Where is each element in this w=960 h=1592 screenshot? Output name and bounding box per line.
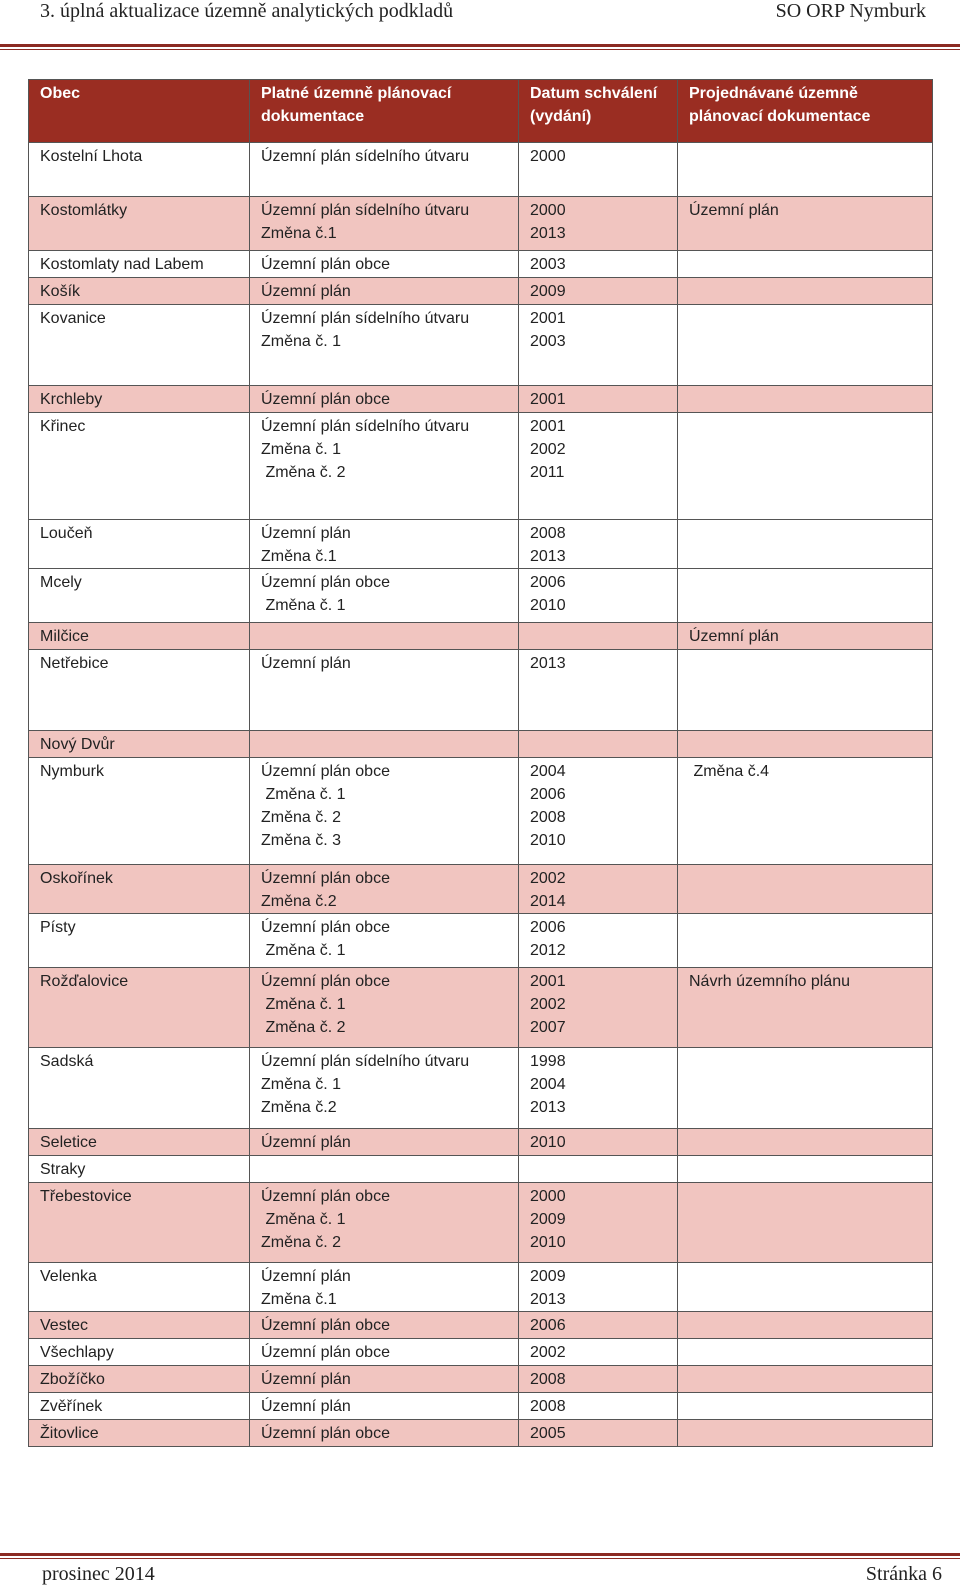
cell-datum-schvaleni-line: 2006	[530, 919, 566, 936]
column-header-datum: Datum schválení (vydání)	[519, 80, 678, 143]
cell-projednavane-line: Návrh územního plánu	[689, 973, 850, 990]
cell-platne-dokumentace	[250, 569, 519, 623]
cell-platne-dokumentace-line: Změna č.1	[261, 1291, 337, 1308]
cell-datum-schvaleni-line: 2011	[530, 464, 565, 481]
cell-datum-schvaleni-line: 2001	[530, 973, 566, 990]
cell-platne-dokumentace-line: Změna č. 1	[261, 333, 342, 350]
cell-platne-dokumentace-line: Změna č. 1	[261, 1211, 346, 1228]
document-header-org: SO ORP Nymburk	[775, 0, 926, 22]
cell-datum-schvaleni-line: 2000	[530, 202, 566, 219]
footer-rule	[0, 1553, 960, 1556]
cell-datum-schvaleni	[519, 758, 678, 865]
cell-platne-dokumentace-line: Územní plán	[261, 525, 351, 542]
cell-platne-dokumentace-line: Územní plán obce	[261, 973, 390, 990]
cell-platne-dokumentace	[250, 731, 519, 758]
cell-projednavane	[678, 1339, 933, 1366]
cell-datum-schvaleni-line: 2010	[530, 832, 566, 849]
cell-obec: Zvěřínek	[29, 1393, 250, 1420]
cell-datum-schvaleni-line: 2003	[530, 256, 566, 273]
cell-datum-schvaleni-line: 2002	[530, 870, 566, 887]
cell-platne-dokumentace-line: Změna č. 1	[261, 441, 342, 458]
cell-platne-dokumentace	[250, 251, 519, 278]
cell-projednavane	[678, 1393, 933, 1420]
cell-datum-schvaleni	[519, 143, 678, 197]
cell-datum-schvaleni-line: 2014	[530, 893, 566, 910]
cell-platne-dokumentace-line: Změna č. 2	[261, 464, 346, 481]
table-row	[29, 968, 933, 1048]
cell-obec: Sadská	[29, 1048, 250, 1129]
cell-obec: Kostomlaty nad Labem	[29, 251, 250, 278]
cell-datum-schvaleni	[519, 1048, 678, 1129]
cell-projednavane	[678, 413, 933, 520]
cell-platne-dokumentace-line: Změna č. 2	[261, 1019, 346, 1036]
cell-datum-schvaleni	[519, 650, 678, 731]
cell-obec: Košík	[29, 278, 250, 305]
cell-platne-dokumentace	[250, 623, 519, 650]
cell-obec: Písty	[29, 914, 250, 968]
table-row	[29, 914, 933, 968]
cell-obec: Straky	[29, 1156, 250, 1183]
cell-projednavane-line: Územní plán	[689, 628, 779, 645]
cell-platne-dokumentace-line: Územní plán	[261, 1134, 351, 1151]
cell-datum-schvaleni-line: 2013	[530, 548, 566, 565]
cell-platne-dokumentace-line: Změna č.1	[261, 225, 337, 242]
cell-projednavane	[678, 305, 933, 386]
cell-obec: Krchleby	[29, 386, 250, 413]
cell-projednavane	[678, 520, 933, 569]
cell-datum-schvaleni	[519, 1366, 678, 1393]
cell-platne-dokumentace-line: Územní plán sídelního útvaru	[261, 148, 470, 165]
cell-platne-dokumentace-line: Změna č.2	[261, 893, 337, 910]
cell-datum-schvaleni-line: 2009	[530, 283, 566, 300]
table-row	[29, 1183, 933, 1263]
planning-documents-table	[28, 79, 933, 1447]
cell-datum-schvaleni-line: 2013	[530, 655, 566, 672]
column-header-obec: Obec	[29, 80, 250, 143]
cell-obec: Netřebice	[29, 650, 250, 731]
cell-platne-dokumentace-line: Změna č.2	[261, 1099, 337, 1116]
table-header-row	[29, 80, 933, 143]
cell-projednavane	[678, 1420, 933, 1447]
table-row	[29, 1263, 933, 1312]
cell-platne-dokumentace	[250, 413, 519, 520]
cell-projednavane-line: Územní plán	[689, 202, 779, 219]
cell-datum-schvaleni-line: 2013	[530, 1291, 566, 1308]
cell-obec: Žitovlice	[29, 1420, 250, 1447]
table-row	[29, 305, 933, 386]
cell-obec: Zbožíčko	[29, 1366, 250, 1393]
cell-projednavane	[678, 623, 933, 650]
cell-projednavane-line: Změna č.4	[689, 763, 770, 780]
cell-platne-dokumentace	[250, 865, 519, 914]
cell-datum-schvaleni-line: 2010	[530, 1134, 566, 1151]
table-row	[29, 278, 933, 305]
cell-obec: Velenka	[29, 1263, 250, 1312]
cell-platne-dokumentace	[250, 758, 519, 865]
cell-projednavane	[678, 1312, 933, 1339]
table-row	[29, 1129, 933, 1156]
cell-datum-schvaleni-line: 2006	[530, 1317, 566, 1334]
cell-obec: Mcely	[29, 569, 250, 623]
cell-projednavane	[678, 569, 933, 623]
cell-projednavane	[678, 1129, 933, 1156]
table-row	[29, 143, 933, 197]
cell-platne-dokumentace-line: Změna č. 2	[261, 1234, 342, 1251]
cell-platne-dokumentace	[250, 1156, 519, 1183]
cell-datum-schvaleni-line: 2004	[530, 763, 566, 780]
cell-platne-dokumentace-line: Územní plán obce	[261, 256, 390, 273]
cell-datum-schvaleni-line: 2001	[530, 418, 566, 435]
table-row	[29, 569, 933, 623]
cell-datum-schvaleni-line: 2010	[530, 1234, 566, 1251]
cell-platne-dokumentace-line: Územní plán	[261, 655, 351, 672]
cell-obec: Nový Dvůr	[29, 731, 250, 758]
cell-datum-schvaleni-line: 2001	[530, 310, 566, 327]
cell-datum-schvaleni-line: 2007	[530, 1019, 566, 1036]
cell-obec: Seletice	[29, 1129, 250, 1156]
cell-obec: Loučeň	[29, 520, 250, 569]
cell-datum-schvaleni	[519, 251, 678, 278]
cell-platne-dokumentace-line: Územní plán obce	[261, 391, 390, 408]
cell-datum-schvaleni	[519, 197, 678, 251]
cell-datum-schvaleni-line: 2009	[530, 1211, 566, 1228]
cell-datum-schvaleni-line: 2008	[530, 525, 566, 542]
cell-platne-dokumentace-line: Změna č. 1	[261, 597, 346, 614]
cell-projednavane	[678, 914, 933, 968]
table-row	[29, 731, 933, 758]
cell-datum-schvaleni	[519, 865, 678, 914]
cell-platne-dokumentace-line: Územní plán	[261, 1371, 351, 1388]
footer-date: prosinec 2014	[42, 1563, 155, 1585]
cell-platne-dokumentace-line: Změna č. 2	[261, 809, 342, 826]
table-row	[29, 623, 933, 650]
cell-projednavane	[678, 386, 933, 413]
cell-projednavane	[678, 865, 933, 914]
cell-datum-schvaleni-line: 2005	[530, 1425, 566, 1442]
cell-datum-schvaleni-line: 2002	[530, 441, 566, 458]
cell-datum-schvaleni-line: 1998	[530, 1053, 566, 1070]
footer-page-number: Stránka 6	[865, 1563, 942, 1585]
cell-datum-schvaleni	[519, 386, 678, 413]
cell-platne-dokumentace-line: Územní plán sídelního útvaru	[261, 418, 470, 435]
table-row	[29, 197, 933, 251]
cell-platne-dokumentace	[250, 1183, 519, 1263]
cell-projednavane	[678, 1048, 933, 1129]
cell-platne-dokumentace-line: Změna č. 1	[261, 1076, 342, 1093]
cell-platne-dokumentace-line: Územní plán sídelního útvaru	[261, 1053, 470, 1070]
cell-obec: Milčice	[29, 623, 250, 650]
cell-datum-schvaleni-line: 2000	[530, 148, 566, 165]
cell-platne-dokumentace	[250, 1129, 519, 1156]
table-row	[29, 650, 933, 731]
cell-datum-schvaleni	[519, 623, 678, 650]
cell-obec: Všechlapy	[29, 1339, 250, 1366]
cell-datum-schvaleni	[519, 520, 678, 569]
cell-datum-schvaleni	[519, 1156, 678, 1183]
table-row	[29, 758, 933, 865]
cell-platne-dokumentace-line: Územní plán obce	[261, 870, 390, 887]
cell-datum-schvaleni-line: 2004	[530, 1076, 566, 1093]
cell-platne-dokumentace	[250, 386, 519, 413]
cell-datum-schvaleni	[519, 278, 678, 305]
table-row	[29, 251, 933, 278]
cell-projednavane	[678, 650, 933, 731]
cell-datum-schvaleni-line: 2009	[530, 1268, 566, 1285]
table-row	[29, 1156, 933, 1183]
cell-platne-dokumentace-line: Územní plán obce	[261, 1425, 390, 1442]
cell-obec: Kovanice	[29, 305, 250, 386]
table-row	[29, 1420, 933, 1447]
cell-platne-dokumentace	[250, 968, 519, 1048]
cell-datum-schvaleni	[519, 914, 678, 968]
cell-obec: Oskořínek	[29, 865, 250, 914]
cell-platne-dokumentace-line: Změna č. 3	[261, 832, 342, 849]
table-row	[29, 386, 933, 413]
cell-datum-schvaleni	[519, 1339, 678, 1366]
cell-datum-schvaleni-line: 2002	[530, 996, 566, 1013]
cell-obec: Kostomlátky	[29, 197, 250, 251]
cell-projednavane	[678, 1156, 933, 1183]
table-row	[29, 1048, 933, 1129]
table-row	[29, 520, 933, 569]
cell-datum-schvaleni-line: 2000	[530, 1188, 566, 1205]
cell-projednavane	[678, 197, 933, 251]
header-rule-thin	[0, 49, 960, 50]
column-header-projednavane: Projednávané územně plánovací dokumentace	[678, 80, 933, 143]
cell-datum-schvaleni-line: 2013	[530, 225, 566, 242]
cell-platne-dokumentace	[250, 197, 519, 251]
cell-platne-dokumentace-line: Územní plán obce	[261, 1344, 390, 1361]
cell-datum-schvaleni	[519, 1420, 678, 1447]
cell-platne-dokumentace-line: Změna č. 1	[261, 942, 346, 959]
cell-platne-dokumentace-line: Územní plán sídelního útvaru	[261, 310, 470, 327]
cell-platne-dokumentace	[250, 1048, 519, 1129]
cell-obec: Křinec	[29, 413, 250, 520]
cell-platne-dokumentace	[250, 650, 519, 731]
cell-projednavane	[678, 1183, 933, 1263]
cell-platne-dokumentace-line: Územní plán	[261, 1398, 351, 1415]
cell-datum-schvaleni	[519, 1129, 678, 1156]
cell-platne-dokumentace-line: Územní plán obce	[261, 763, 390, 780]
cell-platne-dokumentace	[250, 143, 519, 197]
cell-datum-schvaleni	[519, 731, 678, 758]
cell-projednavane	[678, 1366, 933, 1393]
cell-platne-dokumentace	[250, 278, 519, 305]
cell-datum-schvaleni-line: 2008	[530, 809, 566, 826]
cell-projednavane	[678, 251, 933, 278]
cell-datum-schvaleni	[519, 1263, 678, 1312]
cell-datum-schvaleni-line: 2006	[530, 786, 566, 803]
cell-datum-schvaleni-line: 2010	[530, 597, 566, 614]
cell-obec: Nymburk	[29, 758, 250, 865]
cell-projednavane	[678, 758, 933, 865]
cell-datum-schvaleni-line: 2002	[530, 1344, 566, 1361]
cell-projednavane	[678, 731, 933, 758]
cell-datum-schvaleni	[519, 1393, 678, 1420]
cell-platne-dokumentace	[250, 520, 519, 569]
cell-projednavane	[678, 278, 933, 305]
cell-datum-schvaleni-line: 2003	[530, 333, 566, 350]
table-row	[29, 413, 933, 520]
column-header-platne: Platné územně plánovací dokumentace	[250, 80, 519, 143]
cell-platne-dokumentace	[250, 1263, 519, 1312]
cell-datum-schvaleni	[519, 413, 678, 520]
cell-platne-dokumentace	[250, 1393, 519, 1420]
table-row	[29, 1366, 933, 1393]
table-row	[29, 1393, 933, 1420]
table-body	[29, 143, 933, 1447]
cell-datum-schvaleni	[519, 968, 678, 1048]
cell-obec: Vestec	[29, 1312, 250, 1339]
cell-platne-dokumentace-line: Změna č.1	[261, 548, 337, 565]
cell-datum-schvaleni-line: 2012	[530, 942, 566, 959]
cell-platne-dokumentace	[250, 1312, 519, 1339]
cell-datum-schvaleni-line: 2013	[530, 1099, 566, 1116]
cell-platne-dokumentace-line: Změna č. 1	[261, 786, 346, 803]
cell-platne-dokumentace-line: Územní plán	[261, 283, 351, 300]
footer-rule-thin	[0, 1558, 960, 1559]
cell-platne-dokumentace	[250, 305, 519, 386]
document-header-title: 3. úplná aktualizace územně analytických podkladů	[40, 0, 454, 22]
header-rule	[0, 44, 960, 47]
cell-datum-schvaleni-line: 2006	[530, 574, 566, 591]
cell-datum-schvaleni-line: 2001	[530, 391, 566, 408]
cell-datum-schvaleni	[519, 1312, 678, 1339]
cell-obec: Kostelní Lhota	[29, 143, 250, 197]
table-row	[29, 1312, 933, 1339]
cell-platne-dokumentace-line: Územní plán	[261, 1268, 351, 1285]
cell-datum-schvaleni-line: 2008	[530, 1398, 566, 1415]
cell-platne-dokumentace-line: Územní plán obce	[261, 574, 390, 591]
cell-obec: Rožďalovice	[29, 968, 250, 1048]
table-row	[29, 865, 933, 914]
cell-obec: Třebestovice	[29, 1183, 250, 1263]
cell-datum-schvaleni-line: 2008	[530, 1371, 566, 1388]
cell-datum-schvaleni	[519, 305, 678, 386]
cell-projednavane	[678, 143, 933, 197]
cell-datum-schvaleni	[519, 1183, 678, 1263]
cell-platne-dokumentace	[250, 914, 519, 968]
cell-platne-dokumentace	[250, 1366, 519, 1393]
cell-platne-dokumentace	[250, 1420, 519, 1447]
cell-platne-dokumentace-line: Změna č. 1	[261, 996, 346, 1013]
cell-platne-dokumentace-line: Územní plán obce	[261, 1317, 390, 1334]
cell-projednavane	[678, 1263, 933, 1312]
cell-platne-dokumentace-line: Územní plán sídelního útvaru	[261, 202, 470, 219]
cell-platne-dokumentace-line: Územní plán obce	[261, 919, 390, 936]
cell-projednavane	[678, 968, 933, 1048]
table-row	[29, 1339, 933, 1366]
cell-platne-dokumentace	[250, 1339, 519, 1366]
cell-datum-schvaleni	[519, 569, 678, 623]
cell-platne-dokumentace-line: Územní plán obce	[261, 1188, 390, 1205]
